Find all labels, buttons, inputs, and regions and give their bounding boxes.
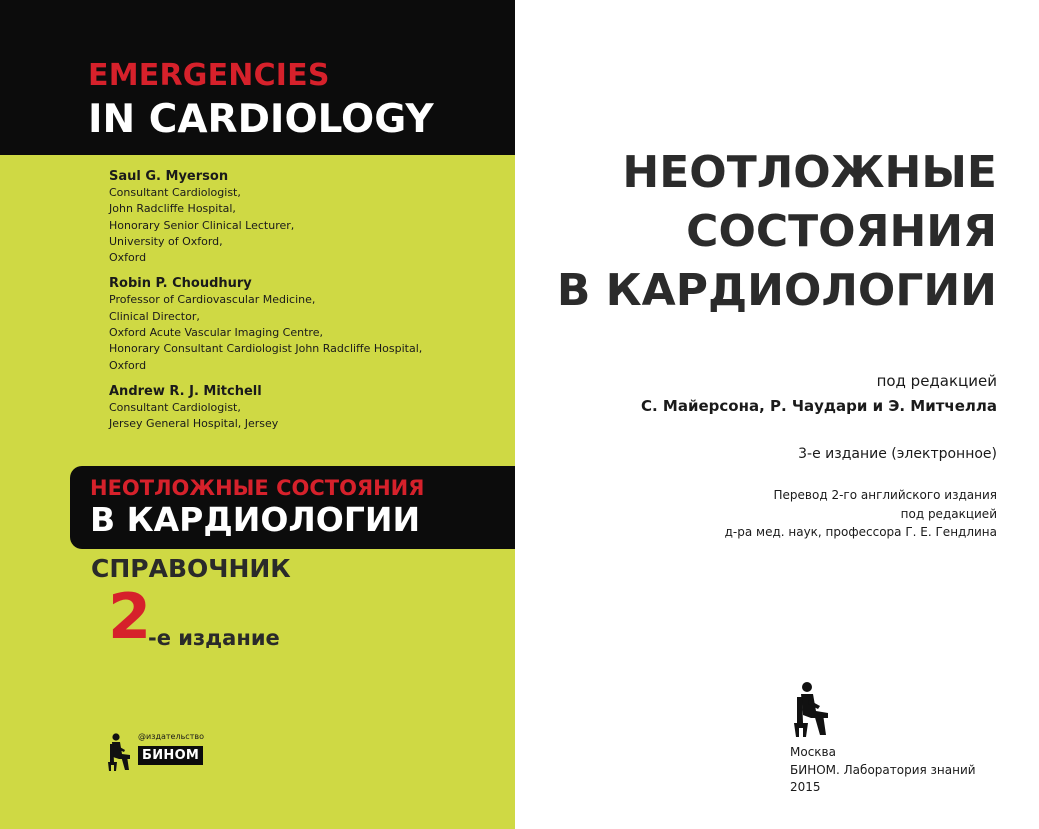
- publisher-label: @издательство: [138, 732, 204, 741]
- imprint-year: 2015: [790, 780, 821, 794]
- cover-title-ru-line1: НЕОТЛОЖНЫЕ СОСТОЯНИЯ: [90, 476, 425, 500]
- imprint: [790, 744, 976, 797]
- editor-block: [109, 168, 509, 266]
- cover-subtitle: СПРАВОЧНИК: [91, 554, 291, 583]
- translation-line: д-ра мед. наук, профессора Г. Е. Гендлина: [724, 525, 997, 539]
- editor-affiliation: Honorary Consultant Cardiologist John Radcliffe Hospital,: [109, 342, 423, 356]
- translation-line: под редакцией: [900, 506, 997, 521]
- editor-affiliation: Oxford: [109, 251, 147, 265]
- book-cover: [0, 0, 515, 829]
- page-title-line: СОСТОЯНИЯ: [686, 206, 997, 257]
- publisher-name: БИНОМ: [138, 746, 203, 765]
- editor-affiliation: Oxford: [109, 358, 147, 372]
- editor-affiliation: Oxford Acute Vascular Imaging Centre,: [109, 326, 323, 340]
- cover-title-en-line2: IN CARDIOLOGY: [88, 97, 434, 142]
- editors-names: С. Майерсона, Р. Чаудари и Э. Митчелла: [640, 397, 997, 415]
- editor-name: Andrew R. J. Mitchell: [109, 383, 262, 399]
- cover-editors: [109, 168, 509, 442]
- edited-by-label: под редакцией: [876, 372, 997, 390]
- translation-line: Перевод 2-го английского издания: [773, 488, 997, 502]
- seated-man-logo-icon: [787, 680, 837, 738]
- seated-man-logo-icon: [103, 732, 135, 772]
- translation-info: [725, 486, 997, 542]
- edition-info: 3-е издание (электронное): [798, 446, 997, 462]
- editor-affiliation: Consultant Cardiologist,: [109, 186, 241, 199]
- editor-affiliation: Honorary Senior Clinical Lecturer,: [109, 218, 295, 232]
- publisher-logo: [103, 728, 213, 774]
- cover-title-en-line1: EMERGENCIES: [88, 58, 330, 93]
- editor-affiliation: University of Oxford,: [109, 234, 223, 248]
- editor-affiliation: John Radcliffe Hospital,: [109, 202, 236, 216]
- editor-name: Saul G. Myerson: [109, 169, 229, 184]
- editor-affiliation: Clinical Director,: [109, 309, 200, 323]
- cover-edition-suffix: -е издание: [148, 626, 280, 650]
- page-title-line: В КАРДИОЛОГИИ: [556, 265, 997, 316]
- editor-name: Robin P. Choudhury: [109, 276, 252, 292]
- editor-affiliation: Consultant Cardiologist,: [109, 400, 241, 414]
- imprint-city: Москва: [790, 745, 836, 759]
- page-title-line: НЕОТЛОЖНЫЕ: [622, 147, 997, 198]
- cover-title-ru-line2: В КАРДИОЛОГИИ: [90, 500, 421, 539]
- imprint-publisher: БИНОМ. Лаборатория знаний: [790, 762, 976, 777]
- title-page: [515, 0, 1039, 829]
- editor-affiliation: Jersey General Hospital, Jersey: [109, 417, 279, 431]
- editor-block: [109, 383, 509, 433]
- editor-block: [109, 275, 509, 373]
- editor-affiliation: Professor of Cardiovascular Medicine,: [109, 293, 316, 307]
- page-title: [557, 143, 997, 320]
- cover-edition-number: 2: [108, 580, 152, 653]
